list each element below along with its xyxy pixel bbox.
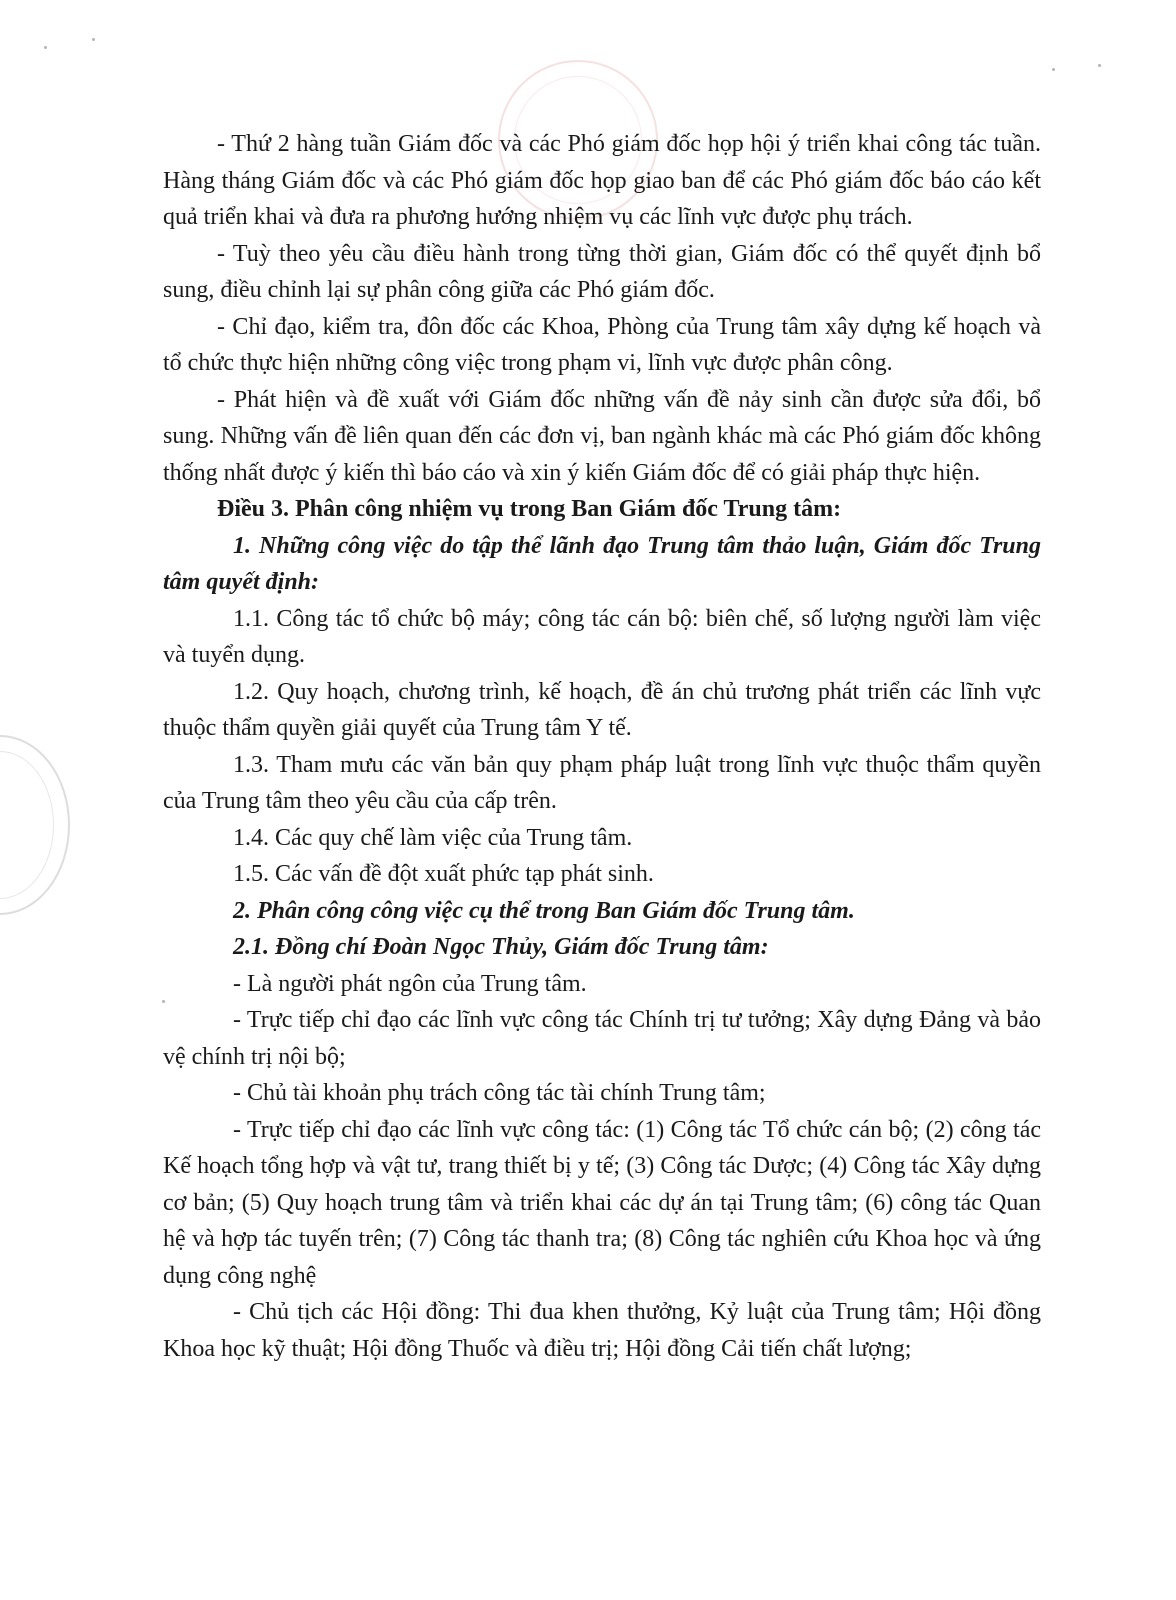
item-1-5: 1.5. Các vấn đề đột xuất phức tạp phát sinh. bbox=[233, 861, 654, 887]
article-3-heading: Điều 3. Phân công nhiệm vụ trong Ban Giám đốc Trung tâm: bbox=[217, 496, 842, 522]
scan-speck bbox=[1098, 64, 1101, 67]
faded-stamp-left bbox=[0, 735, 70, 915]
paragraph-council-chair: - Chủ tịch các Hội đồng: Thi đua khen thưởng, Kỷ luật của Trung tâm; Hội đồng Khoa học kỹ thuật; Hội đồng Thuốc và điều trị; Hội đồng Cải tiến chất lượng; bbox=[163, 1299, 1041, 1362]
item-1-1: 1.1. Công tác tổ chức bộ máy; công tác cán bộ: biên chế, số lượng người làm việc và tuyển dụng. bbox=[163, 605, 1041, 668]
paragraph-political-direction: - Trực tiếp chỉ đạo các lĩnh vực công tác Chính trị tư tưởng; Xây dựng Đảng và bảo vệ chính trị nội bộ; bbox=[163, 1007, 1041, 1070]
paragraph-adjust-assignment: - Tuỳ theo yêu cầu điều hành trong từng thời gian, Giám đốc có thể quyết định bổ sung, điều chỉnh lại sự phân công giữa các Phó giám đốc. bbox=[163, 240, 1041, 303]
scan-speck bbox=[44, 46, 47, 49]
paragraph-account-holder: - Chủ tài khoản phụ trách công tác tài chính Trung tâm; bbox=[233, 1080, 766, 1106]
paragraph-direct-fields: - Trực tiếp chỉ đạo các lĩnh vực công tác: (1) Công tác Tổ chức cán bộ; (2) công tác Kế hoạch tổng hợp và vật tư, trang thiết bị y tế; (3) Công tác Dược; (4) Công tác Xây dựng cơ bản; (5) Quy hoạch trung tâm và triển khai các dự án tại Trung tâm; (6) công tác Quan hệ và hợp tác tuyến trên; (7) Công tác thanh tra; (8) Công tác nghiên cứu Khoa học và ứng dụng công nghệ bbox=[163, 1116, 1041, 1289]
item-1-2: 1.2. Quy hoạch, chương trình, kế hoạch, đề án chủ trương phát triển các lĩnh vực thuộc thẩm quyền giải quyết của Trung tâm Y tế. bbox=[163, 678, 1041, 741]
item-1-3: 1.3. Tham mưu các văn bản quy phạm pháp luật trong lĩnh vực thuộc thẩm quyền của Trung tâm theo yêu cầu của cấp trên. bbox=[163, 751, 1041, 814]
paragraph-detect-propose: - Phát hiện và đề xuất với Giám đốc những vấn đề nảy sinh cần được sửa đổi, bổ sung. Những vấn đề liên quan đến các đơn vị, ban ngành khác mà các Phó giám đốc không thống nhất được ý kiến thì báo cáo và xin ý kiến Giám đốc để có giải pháp thực hiện. bbox=[163, 386, 1041, 486]
document-body bbox=[163, 126, 1041, 1367]
section-2-1-heading: 2.1. Đồng chí Đoàn Ngọc Thủy, Giám đốc Trung tâm: bbox=[233, 934, 769, 960]
section-2-heading: 2. Phân công công việc cụ thể trong Ban Giám đốc Trung tâm. bbox=[233, 897, 855, 924]
paragraph-spokesperson: - Là người phát ngôn của Trung tâm. bbox=[233, 970, 587, 997]
section-1-heading: 1. Những công việc do tập thể lãnh đạo Trung tâm thảo luận, Giám đốc Trung tâm quyết định: bbox=[163, 532, 1041, 595]
scan-speck bbox=[92, 38, 95, 41]
item-1-4: 1.4. Các quy chế làm việc của Trung tâm. bbox=[233, 824, 633, 851]
scan-speck bbox=[1052, 68, 1055, 71]
paragraph-weekly-meeting: - Thứ 2 hàng tuần Giám đốc và các Phó giám đốc họp hội ý triển khai công tác tuần. Hàng tháng Giám đốc và các Phó giám đốc họp giao ban để các Phó giám đốc báo cáo kết quả triển khai và đưa ra phương hướng nhiệm vụ các lĩnh vực được phụ trách. bbox=[163, 131, 1041, 230]
paragraph-direct-inspect: - Chỉ đạo, kiểm tra, đôn đốc các Khoa, Phòng của Trung tâm xây dựng kế hoạch và tổ chức thực hiện những công việc trong phạm vi, lĩnh vực được phân công. bbox=[163, 313, 1041, 376]
